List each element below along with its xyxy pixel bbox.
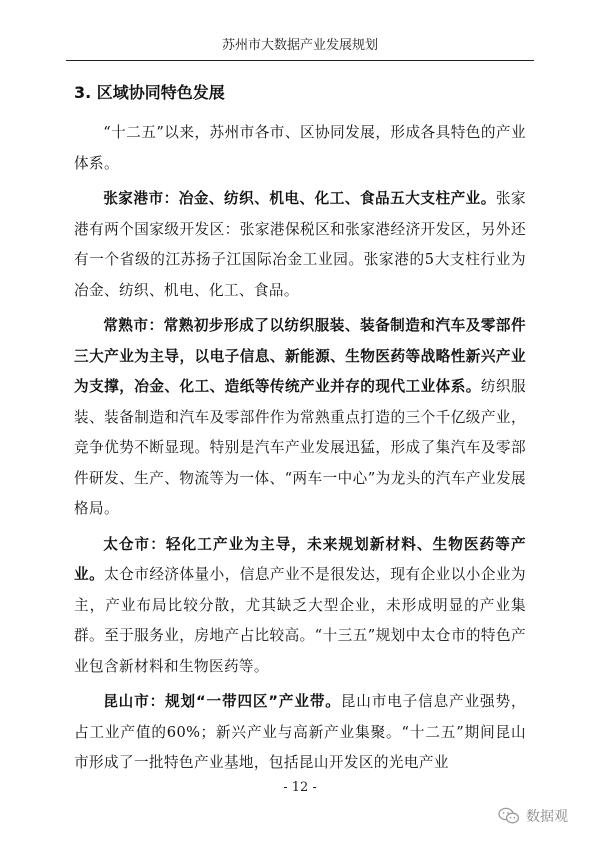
paragraph-body: 纺织服装、装备制造和汽车及零部件作为常熟重点打造的三个千亿级产业，竞争优势不断显现。特别是汽车产业发展迅猛，形成了集汽车及零部件研发、生产、物流等为一体、“两车一中心”为龙头的汽车产业发展格局。 — [74, 378, 526, 517]
paragraph-lead: 张家港市：冶金、纺织、机电、化工、食品五大支柱产业。 — [103, 190, 496, 207]
wechat-icon — [498, 807, 520, 825]
page-header — [66, 36, 534, 61]
paragraph-kunshan — [74, 687, 526, 779]
paragraph-lead: 太仓市：轻化工产业为主导，未来规划新材料、生物医药等产业。 — [74, 535, 526, 583]
section-title: 3. 区域协同特色发展 — [74, 83, 225, 102]
header-title: 苏州市大数据产业发展规划 — [221, 38, 378, 53]
intro-paragraph: “十二五”以来，苏州市各市、区协同发展，形成各具特色的产业体系。 — [74, 124, 526, 172]
paragraph-body: 太仓市经济体量小，信息产业不是很发达，现有企业以小企业为主，产业布局比较分散，尤其缺乏大型企业，未形成明显的产业集群。至于服务业，房地产占比较高。“十三五”规划中太仓市的特色产业包含新材料和生物医药等。 — [74, 566, 526, 675]
page-footer — [0, 780, 600, 795]
paragraph-body: 张家港有两个国家级开发区：张家港保税区和张家港经济开发区，另外还有一个省级的江苏扬子江国际冶金工业园。张家港的5大支柱行业为冶金、纺织、机电、化工、食品。 — [74, 190, 526, 299]
page-number: - 12 - — [283, 780, 317, 795]
watermark — [498, 806, 568, 826]
watermark-text: 数据观 — [526, 809, 568, 825]
paragraph-body: 昆山市电子信息产业强势，占工业产值的60%；新兴产业与高新产业集聚。“十二五”期间昆山市形成了一批特色产业基地，包括昆山开发区的光电产业 — [74, 693, 526, 771]
paragraph-lead: 常熟市：常熟初步形成了以纺织服装、装备制造和汽车及零部件三大产业为主导，以电子信息、新能源、生物医药等战略性新兴产业为支撑，冶金、化工、造纸等传统产业并存的现代工业体系。 — [74, 317, 526, 395]
paragraph-zhangjiagang — [74, 184, 526, 306]
paragraph-changshu — [74, 311, 526, 525]
paragraph-taicang — [74, 530, 526, 683]
paragraph-lead: 昆山市：规划“一带四区”产业带。 — [103, 693, 341, 710]
page-content — [74, 76, 526, 784]
